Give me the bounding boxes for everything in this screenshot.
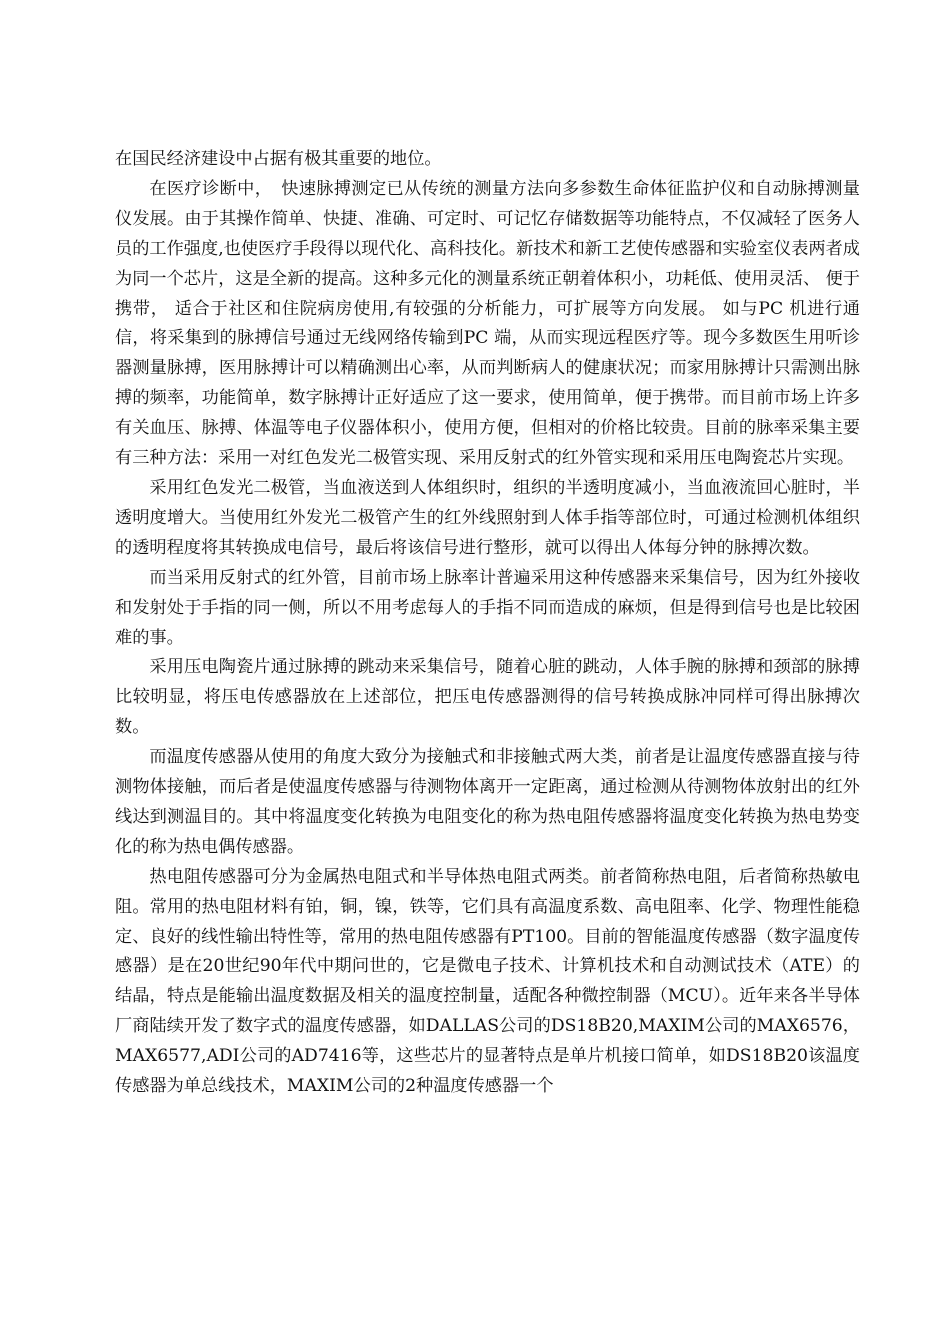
paragraph: 在医疗诊断中， 快速脉搏测定已从传统的测量方法向多参数生命体征监护仪和自动脉搏测量仪发展。由于其操作简单、快捷、准确、可定时、可记忆存储数据等功能特点，不仅减轻了医务人员的工作强度,也使医疗手段得以现代化、高科技化。新技术和新工艺使传感器和实验室仪表两者成为同一个芯片，这是全新的提高。这种多元化的测量系统正朝着体积小，功耗低、使用灵活、 便于携带， 适合于社区和住院病房使用,有较强的分析能力，可扩展等方向发展。 如与PC 机进行通信，将采集到的脉搏信号通过无线网络传输到PC 端，从而实现远程医疗等。现今多数医生用听诊器测量脉搏，医用脉搏计可以精确测出心率，从而判断病人的健康状况；而家用脉搏计只需测出脉搏的频率，功能简单，数字脉搏计正好适应了这一要求，使用简单，便于携带。而目前市场上许多有关血压、脉搏、体温等电子仪器体积小，使用方便，但相对的价格比较贵。目前的脉率采集主要有三种方法：采用一对红色发光二极管实现、采用反射式的红外管实现和采用压电陶瓷芯片实现。	[115, 178, 860, 469]
paragraph: 而温度传感器从使用的角度大致分为接触式和非接触式两大类，前者是让温度传感器直接与待测物体接触，而后者是使温度传感器与待测物体离开一定距离，通过检测从待测物体放射出的红外线达到测温目的。其中将温度变化转换为电阻变化的称为热电阻传感器将温度变化转换为热电势变化的称为热电偶传感器。	[115, 747, 860, 857]
paragraph: 在国民经济建设中占据有极其重要的地位。	[115, 149, 442, 169]
paragraph: 采用压电陶瓷片通过脉搏的跳动来采集信号，随着心脏的跳动，人体手腕的脉搏和颈部的脉搏比较明显，将压电传感器放在上述部位，把压电传感器测得的信号转换成脉冲同样可得出脉搏次数。	[115, 657, 860, 738]
paragraph: 而当采用反射式的红外管，目前市场上脉率计普遍采用这种传感器来采集信号，因为红外接收和发射处于手指的同一侧，所以不用考虑每人的手指不同而造成的麻烦，但是得到信号也是比较困难的事。	[115, 567, 860, 648]
paragraph: 采用红色发光二极管，当血液送到人体组织时，组织的半透明度减小，当血液流回心脏时，半透明度增大。当使用红外发光二极管产生的红外线照射到人体手指等部位时，可通过检测机体组织的透明程度将其转换成电信号，最后将该信号进行整形，就可以得出人体每分钟的脉搏次数。	[115, 477, 860, 558]
document-body	[115, 145, 860, 1102]
paragraph: 热电阻传感器可分为金属热电阻式和半导体热电阻式两类。前者简称热电阻，后者简称热敏电阻。常用的热电阻材料有铂，铜，镍，铁等，它们具有高温度系数、高电阻率、化学、物理性能稳定、良好的线性输出特性等，常用的热电阻传感器有PT100。目前的智能温度传感器（数字温度传感器）是在20世纪90年代中期问世的，它是微电子技术、计算机技术和自动测试技术（ATE）的结晶，特点是能输出温度数据及相关的温度控制量，适配各种微控制器（MCU）。近年来各半导体厂商陆续开发了数字式的温度传感器，如DALLAS公司的DS18B20,MAXIM公司的MAX6576，MAX6577,ADI公司的AD7416等，这些芯片的显著特点是单片机接口简单，如DS18B20该温度传感器为单总线技术，MAXIM公司的2种温度传感器一个	[115, 866, 860, 1097]
